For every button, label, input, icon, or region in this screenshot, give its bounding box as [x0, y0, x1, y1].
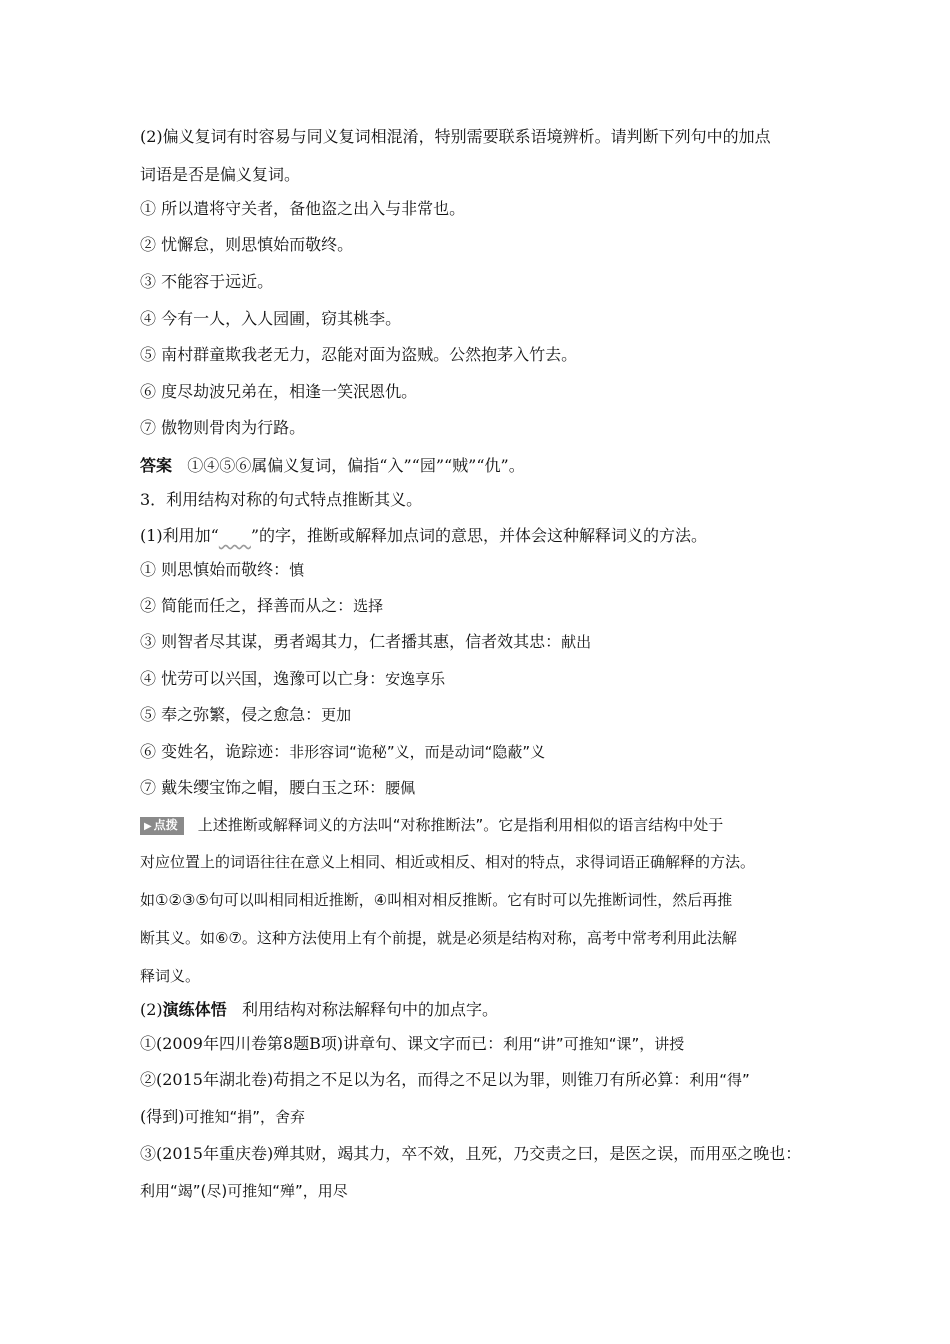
tip-paragraph: 断其义。如⑥⑦。这种方法使用上有个前提，就是必须是结构对称，高考中常考利用此法解 — [140, 929, 737, 947]
list-item: ⑤ 奉之弥繁，侵之愈急：更加 — [140, 705, 352, 724]
section-heading: 3．利用结构对称的句式特点推断其义。 — [140, 490, 423, 509]
exercise-line: ①(2009年四川卷第8题B项)讲章句、课文字而已：利用“讲”可推知“课”，讲授 — [140, 1034, 685, 1053]
text-line: ① 所以遣将守关者，备他盗之出入与非常也。 — [140, 199, 466, 218]
list-item: ④ 忧劳可以兴国，逸豫可以亡身：安逸享乐 — [140, 669, 446, 688]
list-item: ⑦ 戴朱缨宝饰之帽，腰白玉之环：腰佩 — [140, 778, 416, 797]
text-line: (2)偏义复词有时容易与同义复词相混淆，特别需要联系语境辨析。请判断下列句中的加点 — [140, 127, 771, 146]
list-item: ① 则思慎始而敬终：慎 — [140, 560, 305, 579]
text-line: (1)利用加“ ”的字，推断或解释加点词的意思，并体会这种解释词义的方法。 — [140, 526, 708, 545]
triangle-icon: ▶ — [144, 820, 152, 832]
list-item: ⑥ 变姓名，诡踪迹：非形容词“诡秘”义，而是动词“隐蔽”义 — [140, 742, 546, 761]
practice-heading: (2)演练体悟 利用结构对称法解释句中的加点字。 — [140, 1000, 498, 1019]
exercise-line: (得到)可推知“捐”，舍弃 — [140, 1107, 306, 1126]
answer-line — [140, 454, 820, 478]
tip-badge: ▶ 点拨 — [140, 817, 184, 835]
list-item: ② 简能而任之，择善而从之：选择 — [140, 596, 384, 615]
tip-paragraph: 对应位置上的词语往往在意义上相同、相近或相反、相对的特点，求得词语正确解释的方法。 — [140, 853, 756, 871]
wavy-mark — [219, 526, 251, 545]
text-line: ⑤ 南村群童欺我老无力，忍能对面为盗贼。公然抱茅入竹去。 — [140, 345, 578, 364]
tip-paragraph: ▶ 点拨 上述推断或解释词义的方法叫“对称推断法”。它是指利用相似的语言结构中处于 — [140, 813, 820, 837]
tip-paragraph: 释词义。 — [140, 967, 201, 985]
exercise-line: ②(2015年湖北卷)苟捐之不足以为名，而得之不足以为罪，则锥刀有所必算：利用“得” — [140, 1070, 750, 1089]
exercise-line: 利用“竭”(尽)可推知“殚”，用尽 — [140, 1182, 348, 1200]
text-line: ⑦ 傲物则骨肉为行路。 — [140, 418, 306, 437]
answer-label: 答案 — [140, 456, 173, 475]
text-line: 词语是否是偏义复词。 — [140, 165, 301, 184]
tip-paragraph: 如①②③⑤句可以叫相同相近推断，④叫相对相反推断。它有时可以先推断词性，然后再推 — [140, 891, 733, 909]
text-line: ⑥ 度尽劫波兄弟在，相逢一笑泯恩仇。 — [140, 382, 418, 401]
list-item: ③ 则智者尽其谋，勇者竭其力，仁者播其惠，信者效其忠：献出 — [140, 632, 592, 651]
answer-text: ①④⑤⑥属偏义复词，偏指“入”“园”“贼”“仇”。 — [187, 456, 525, 475]
text-line: ④ 今有一人，入人园圃，窃其桃李。 — [140, 309, 402, 328]
text-line: ③ 不能容于远近。 — [140, 272, 274, 291]
text-line: ② 忧懈怠，则思慎始而敬终。 — [140, 235, 354, 254]
exercise-line: ③(2015年重庆卷)殚其财，竭其力，卒不效，且死，乃交责之曰，是医之误，而用巫之晚也： — [140, 1144, 802, 1163]
